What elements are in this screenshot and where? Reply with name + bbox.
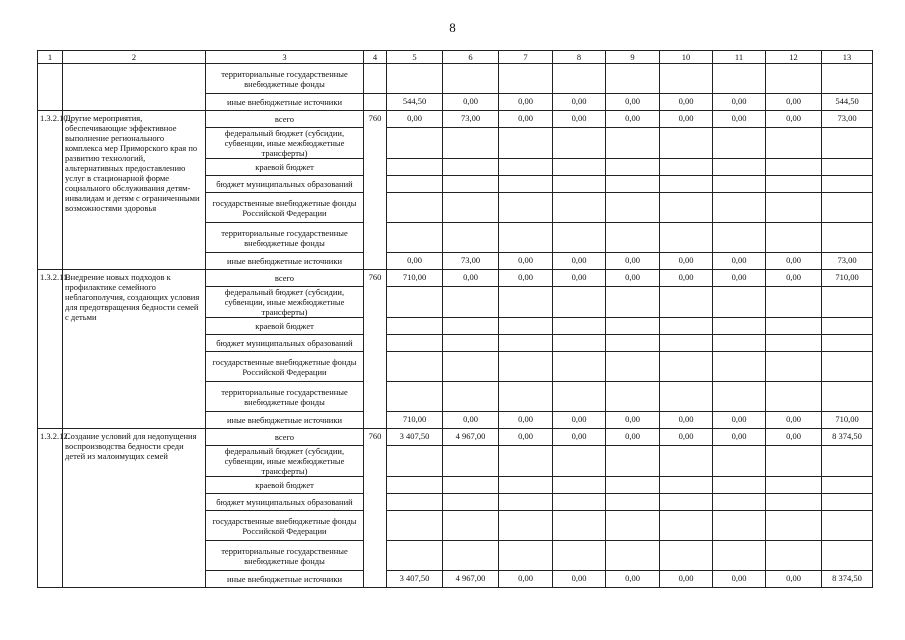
value-cell [766, 318, 822, 335]
value-cell [387, 64, 443, 94]
value-cell [713, 223, 766, 253]
value-cell [766, 382, 822, 412]
funding-source-label: государственные внебюджетные фонды Российской Федерации [206, 511, 364, 541]
value-cell [553, 193, 606, 223]
funding-source-label: федеральный бюджет (субсидии, субвенции, иные межбюджетные трансферты) [206, 287, 364, 318]
funding-source-label: всего [206, 270, 364, 287]
funding-source-label: территориальные государственные внебюджетные фонды [206, 64, 364, 94]
funding-source-label: бюджет муниципальных образований [206, 494, 364, 511]
col4-cell [364, 94, 387, 111]
value-cell: 0,00 [713, 571, 766, 588]
value-cell: 73,00 [822, 111, 873, 128]
value-cell [553, 159, 606, 176]
value-cell [387, 446, 443, 477]
value-cell: 0,00 [553, 571, 606, 588]
value-cell [553, 335, 606, 352]
value-cell [443, 193, 499, 223]
value-cell [822, 193, 873, 223]
value-cell [766, 287, 822, 318]
value-cell [387, 494, 443, 511]
table-row [38, 429, 873, 446]
funding-source-label: государственные внебюджетные фонды Российской Федерации [206, 352, 364, 382]
value-cell [443, 511, 499, 541]
funding-source-label: бюджет муниципальных образований [206, 335, 364, 352]
value-cell: 0,00 [499, 412, 553, 429]
header-row [38, 51, 873, 64]
value-cell [713, 159, 766, 176]
value-cell: 3 407,50 [387, 429, 443, 446]
value-cell: 0,00 [443, 94, 499, 111]
value-cell [660, 335, 713, 352]
value-cell: 0,00 [553, 94, 606, 111]
value-cell [387, 128, 443, 159]
value-cell [606, 176, 660, 193]
value-cell [443, 128, 499, 159]
value-cell [606, 318, 660, 335]
funding-source-label: государственные внебюджетные фонды Российской Федерации [206, 193, 364, 223]
header-cell: 10 [660, 51, 713, 64]
activity-description: Внедрение новых подходов к профилактике семейного неблагополучия, создающих условия для предотвращения бедности семей с детьми [63, 270, 206, 429]
funding-source-label: иные внебюджетные источники [206, 94, 364, 111]
value-cell [660, 382, 713, 412]
funding-source-label: территориальные государственные внебюджетные фонды [206, 382, 364, 412]
col4-cell: 760 [364, 270, 387, 429]
funding-source-label: федеральный бюджет (субсидии, субвенции, иные межбюджетные трансферты) [206, 446, 364, 477]
value-cell: 0,00 [713, 253, 766, 270]
value-cell [499, 446, 553, 477]
activity-description: Другие мероприятия, обеспечивающие эффективное выполнение регионального комплекса мер Приморского края по развитию технологий, альтернативных предоставлению услуг в стационарной форме социального обслуживания детям-инвалидам и детям с ограниченными возможностями здоровья [63, 111, 206, 270]
funding-source-label: иные внебюджетные источники [206, 253, 364, 270]
activity-code: 1.3.2.11. [38, 270, 63, 429]
value-cell [660, 128, 713, 159]
value-cell [766, 64, 822, 94]
value-cell [822, 287, 873, 318]
value-cell [499, 287, 553, 318]
empty-cell [38, 64, 63, 111]
value-cell [660, 176, 713, 193]
value-cell: 0,00 [499, 94, 553, 111]
value-cell: 3 407,50 [387, 571, 443, 588]
value-cell [387, 382, 443, 412]
value-cell [822, 511, 873, 541]
header-cell: 4 [364, 51, 387, 64]
header-cell: 11 [713, 51, 766, 64]
value-cell [713, 541, 766, 571]
funding-source-label: территориальные государственные внебюджетные фонды [206, 541, 364, 571]
value-cell [387, 159, 443, 176]
value-cell [822, 446, 873, 477]
value-cell [660, 446, 713, 477]
value-cell: 0,00 [766, 571, 822, 588]
value-cell: 0,00 [606, 429, 660, 446]
header-cell: 6 [443, 51, 499, 64]
value-cell [443, 494, 499, 511]
value-cell [660, 193, 713, 223]
value-cell [553, 352, 606, 382]
value-cell [499, 193, 553, 223]
value-cell [443, 352, 499, 382]
activity-code: 1.3.2.12. [38, 429, 63, 588]
funding-source-label: иные внебюджетные источники [206, 412, 364, 429]
value-cell [660, 318, 713, 335]
value-cell: 0,00 [499, 270, 553, 287]
value-cell: 0,00 [713, 429, 766, 446]
value-cell [387, 335, 443, 352]
value-cell: 4 967,00 [443, 571, 499, 588]
header-cell: 13 [822, 51, 873, 64]
value-cell: 0,00 [606, 412, 660, 429]
value-cell [660, 477, 713, 494]
value-cell [660, 64, 713, 94]
value-cell [766, 511, 822, 541]
col4-cell: 760 [364, 111, 387, 270]
value-cell: 0,00 [553, 412, 606, 429]
value-cell [660, 223, 713, 253]
header-cell: 8 [553, 51, 606, 64]
table-row [38, 270, 873, 287]
value-cell: 0,00 [713, 94, 766, 111]
value-cell [553, 223, 606, 253]
value-cell [443, 159, 499, 176]
value-cell: 0,00 [713, 270, 766, 287]
value-cell: 8 374,50 [822, 429, 873, 446]
value-cell [766, 128, 822, 159]
funding-source-label: краевой бюджет [206, 159, 364, 176]
value-cell [606, 287, 660, 318]
value-cell [713, 477, 766, 494]
value-cell [387, 193, 443, 223]
value-cell [606, 511, 660, 541]
value-cell: 73,00 [443, 111, 499, 128]
value-cell [822, 223, 873, 253]
value-cell [660, 511, 713, 541]
value-cell: 0,00 [553, 270, 606, 287]
value-cell [443, 477, 499, 494]
value-cell [553, 541, 606, 571]
value-cell [443, 223, 499, 253]
value-cell [606, 335, 660, 352]
value-cell [660, 494, 713, 511]
value-cell [713, 176, 766, 193]
funding-source-label: всего [206, 429, 364, 446]
value-cell: 8 374,50 [822, 571, 873, 588]
value-cell: 0,00 [499, 253, 553, 270]
value-cell [387, 287, 443, 318]
value-cell: 0,00 [766, 412, 822, 429]
funding-source-label: иные внебюджетные источники [206, 571, 364, 588]
value-cell: 0,00 [660, 111, 713, 128]
value-cell [606, 352, 660, 382]
value-cell: 0,00 [606, 253, 660, 270]
value-cell [713, 128, 766, 159]
value-cell [766, 352, 822, 382]
value-cell: 0,00 [766, 429, 822, 446]
value-cell: 710,00 [822, 412, 873, 429]
value-cell [387, 223, 443, 253]
value-cell [766, 335, 822, 352]
value-cell [606, 477, 660, 494]
value-cell: 0,00 [766, 111, 822, 128]
value-cell [387, 176, 443, 193]
value-cell [387, 541, 443, 571]
value-cell: 0,00 [499, 111, 553, 128]
value-cell [660, 352, 713, 382]
value-cell [713, 335, 766, 352]
value-cell [443, 335, 499, 352]
value-cell [822, 159, 873, 176]
value-cell [822, 352, 873, 382]
value-cell [553, 477, 606, 494]
value-cell [499, 318, 553, 335]
value-cell [606, 446, 660, 477]
value-cell: 710,00 [387, 412, 443, 429]
value-cell: 0,00 [443, 270, 499, 287]
value-cell [387, 352, 443, 382]
value-cell: 544,50 [822, 94, 873, 111]
col4-cell [364, 64, 387, 94]
value-cell: 0,00 [553, 253, 606, 270]
value-cell: 4 967,00 [443, 429, 499, 446]
value-cell [822, 494, 873, 511]
value-cell [553, 287, 606, 318]
value-cell: 0,00 [606, 111, 660, 128]
value-cell [499, 494, 553, 511]
value-cell [553, 446, 606, 477]
value-cell: 0,00 [553, 111, 606, 128]
table-body [38, 51, 873, 588]
header-cell: 3 [206, 51, 364, 64]
value-cell [387, 511, 443, 541]
value-cell: 0,00 [606, 270, 660, 287]
value-cell: 0,00 [387, 111, 443, 128]
value-cell: 0,00 [660, 253, 713, 270]
value-cell [822, 64, 873, 94]
page-number: 8 [449, 20, 456, 35]
header-cell: 1 [38, 51, 63, 64]
value-cell [499, 159, 553, 176]
value-cell [713, 318, 766, 335]
value-cell [553, 511, 606, 541]
value-cell [822, 541, 873, 571]
value-cell: 0,00 [606, 571, 660, 588]
funding-source-label: краевой бюджет [206, 477, 364, 494]
value-cell [606, 64, 660, 94]
header-cell: 7 [499, 51, 553, 64]
value-cell: 73,00 [822, 253, 873, 270]
value-cell [766, 223, 822, 253]
value-cell [766, 176, 822, 193]
value-cell [443, 318, 499, 335]
value-cell [499, 382, 553, 412]
value-cell [553, 176, 606, 193]
activity-description: Создание условий для недопущения воспроизводства бедности среди детей из малоимущих семей [63, 429, 206, 588]
value-cell [443, 446, 499, 477]
value-cell [499, 176, 553, 193]
value-cell: 0,00 [766, 94, 822, 111]
header-cell: 12 [766, 51, 822, 64]
value-cell [822, 477, 873, 494]
value-cell [387, 477, 443, 494]
funding-source-label: федеральный бюджет (субсидии, субвенции, иные межбюджетные трансферты) [206, 128, 364, 159]
funding-source-label: всего [206, 111, 364, 128]
value-cell [713, 494, 766, 511]
value-cell: 0,00 [553, 429, 606, 446]
value-cell [822, 318, 873, 335]
value-cell: 0,00 [499, 571, 553, 588]
value-cell: 0,00 [606, 94, 660, 111]
value-cell [713, 511, 766, 541]
activity-code: 1.3.2.10. [38, 111, 63, 270]
value-cell [553, 128, 606, 159]
value-cell [822, 128, 873, 159]
value-cell [606, 382, 660, 412]
value-cell [713, 382, 766, 412]
funding-source-label: краевой бюджет [206, 318, 364, 335]
value-cell [660, 541, 713, 571]
header-cell: 2 [63, 51, 206, 64]
value-cell [499, 511, 553, 541]
value-cell [553, 64, 606, 94]
value-cell [660, 287, 713, 318]
value-cell: 544,50 [387, 94, 443, 111]
value-cell: 0,00 [713, 111, 766, 128]
value-cell: 0,00 [443, 412, 499, 429]
value-cell [553, 494, 606, 511]
value-cell [766, 159, 822, 176]
value-cell [606, 193, 660, 223]
value-cell [499, 352, 553, 382]
value-cell [443, 382, 499, 412]
value-cell: 0,00 [660, 94, 713, 111]
table-row [38, 64, 873, 94]
value-cell [443, 176, 499, 193]
value-cell: 710,00 [387, 270, 443, 287]
value-cell [387, 318, 443, 335]
value-cell [822, 335, 873, 352]
value-cell [606, 128, 660, 159]
funding-table [37, 50, 873, 588]
value-cell [499, 541, 553, 571]
value-cell [713, 352, 766, 382]
value-cell [606, 541, 660, 571]
value-cell: 710,00 [822, 270, 873, 287]
value-cell [713, 446, 766, 477]
value-cell [713, 193, 766, 223]
value-cell: 0,00 [660, 429, 713, 446]
value-cell [766, 193, 822, 223]
value-cell [766, 477, 822, 494]
value-cell [443, 287, 499, 318]
value-cell [713, 64, 766, 94]
empty-cell [63, 64, 206, 111]
table-row [38, 111, 873, 128]
value-cell: 73,00 [443, 253, 499, 270]
value-cell [606, 494, 660, 511]
value-cell: 0,00 [713, 412, 766, 429]
value-cell [499, 128, 553, 159]
value-cell [553, 318, 606, 335]
value-cell [606, 223, 660, 253]
funding-source-label: территориальные государственные внебюджетные фонды [206, 223, 364, 253]
value-cell [553, 382, 606, 412]
value-cell [822, 382, 873, 412]
header-cell: 9 [606, 51, 660, 64]
value-cell: 0,00 [660, 571, 713, 588]
value-cell [499, 64, 553, 94]
value-cell [766, 541, 822, 571]
funding-source-label: бюджет муниципальных образований [206, 176, 364, 193]
value-cell [499, 477, 553, 494]
value-cell: 0,00 [499, 429, 553, 446]
value-cell [713, 287, 766, 318]
header-cell: 5 [387, 51, 443, 64]
value-cell [499, 223, 553, 253]
value-cell: 0,00 [660, 270, 713, 287]
col4-cell: 760 [364, 429, 387, 588]
value-cell: 0,00 [660, 412, 713, 429]
value-cell [660, 159, 713, 176]
value-cell [766, 446, 822, 477]
value-cell [443, 541, 499, 571]
value-cell [443, 64, 499, 94]
value-cell: 0,00 [766, 270, 822, 287]
value-cell: 0,00 [766, 253, 822, 270]
value-cell [606, 159, 660, 176]
value-cell [766, 494, 822, 511]
value-cell: 0,00 [387, 253, 443, 270]
value-cell [822, 176, 873, 193]
value-cell [499, 335, 553, 352]
